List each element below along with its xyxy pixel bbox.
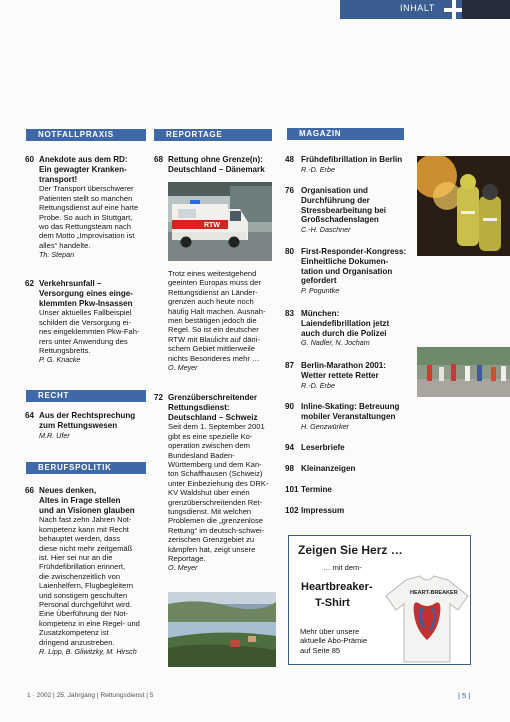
entry-text: tungsdienst. Mit welchen xyxy=(168,507,252,517)
entry-title: Verkehrsunfall – xyxy=(39,279,102,288)
entry-text: ist. Hier sei nur an die xyxy=(39,553,113,563)
entry-text: gibt es eine spezielle Ko- xyxy=(168,431,253,441)
top-bar xyxy=(340,0,510,19)
entry-title: Deutschland – Schweiz xyxy=(168,412,258,422)
entry-title: auch durch die Polizei xyxy=(301,328,387,338)
entry-68-text xyxy=(168,269,280,372)
entry-title: Stressbearbeitung bei xyxy=(301,205,387,215)
entry-text: dringend anzustreben. xyxy=(39,637,115,647)
entry-text: geeinten Europas muss der xyxy=(168,278,261,288)
tshirt-illustration xyxy=(384,574,470,664)
entry-title: transport! xyxy=(39,174,78,184)
entry-page-number: 72 xyxy=(154,393,164,402)
ad-headline: Zeigen Sie Herz … xyxy=(298,543,403,557)
heartbreaker-ad[interactable] xyxy=(288,535,471,665)
footer-issue-info: 1 · 2002 | 25. Jahrgang | Rettungsdienst | 5 xyxy=(27,692,154,699)
entry-text: und sonstigem geschulten xyxy=(39,590,128,600)
entry-title: Termine xyxy=(301,485,332,494)
entry-page-number: 102 xyxy=(285,506,299,515)
entry-text: operation zwischen dem xyxy=(168,441,250,451)
entry-title: Wetter rettete Retter xyxy=(301,370,379,380)
firefighter-illustration xyxy=(417,156,510,256)
entry-text: dem Motto „Improvisation ist xyxy=(39,231,135,241)
entry-page-number: 94 xyxy=(285,443,295,452)
entry-author: M.R. Ufer xyxy=(39,430,70,440)
ad-text-line: Mehr über unsere xyxy=(300,627,360,636)
entry-text: KV Waldshut über einen xyxy=(168,488,250,498)
entry-title: Grenzüberschreitender xyxy=(168,393,258,402)
entry-text: Nach fast zehn Jahren Not- xyxy=(39,515,132,525)
entry-author: C.-H. Daschner xyxy=(301,225,351,235)
ambulance-photo xyxy=(168,182,272,261)
entry-author: P. G. Knacke xyxy=(39,355,81,365)
entry-text: kompetenz kann mit Recht xyxy=(39,524,129,534)
entry-title: Leserbriefe xyxy=(301,443,345,452)
entry-page-number: 90 xyxy=(285,402,295,411)
entry-title: mobiler Veranstaltungen xyxy=(301,411,396,421)
entry-text: zerischen Grenzgebiet zu xyxy=(168,535,255,545)
ambulance-illustration xyxy=(168,182,272,261)
entry-text: die zwischenzeitlich von xyxy=(39,571,121,581)
entry-title: First-Responder-Kongress: xyxy=(301,247,407,256)
entry-text: Problemen die „grenzenlose xyxy=(168,516,263,526)
entry-text: Reportage. xyxy=(168,554,206,564)
entry-text: Rettungsbretts. xyxy=(39,346,91,356)
entry-text: Laienhelfern, Flugbegleitern xyxy=(39,581,134,591)
entry-title: München: xyxy=(301,309,340,318)
entry-text: diese nicht mehr zeitgemäß xyxy=(39,543,133,553)
entry-author: R.-D. Erbe xyxy=(301,164,335,174)
entry-author: O. Meyer xyxy=(168,563,198,573)
entry-title: und an Visionen glauben xyxy=(39,505,135,515)
entry-title: Anekdote aus dem RD: xyxy=(39,155,128,164)
entry-text: nes eingeklemmten Pkw-Fah- xyxy=(39,327,140,337)
shirt-print: HEART-BREAKER xyxy=(410,590,458,596)
entry-page-number: 76 xyxy=(285,186,295,195)
entry-author: P. Poguntke xyxy=(301,286,340,296)
ambulance-text: RTW xyxy=(204,222,220,229)
entry-page-number: 87 xyxy=(285,361,295,370)
entry-text: Rettungsdienst auf eine harte xyxy=(39,203,139,213)
entry-author: O. Meyer xyxy=(168,363,198,373)
entry-text: schildert die Versorgung ei- xyxy=(39,317,132,327)
entry-title: Inline-Skating: Betreuung xyxy=(301,402,400,411)
plus-icon xyxy=(444,0,464,19)
entry-page-number: 101 xyxy=(285,485,299,494)
ad-text xyxy=(300,627,390,655)
entry-title: Kleinanzeigen xyxy=(301,464,356,473)
entry-text: men bestätigen jedoch die xyxy=(168,316,257,326)
entry-title: Rettungsdienst: xyxy=(168,402,230,412)
entry-text: Regel. So ist ein deutscher xyxy=(168,325,259,335)
firefighter-photo xyxy=(417,156,510,256)
entry-page-number: 66 xyxy=(25,486,35,495)
header-berufspolitik: BERUFSPOLITIK xyxy=(26,462,146,474)
marathon-illustration xyxy=(417,347,510,397)
entry-title: Neues denken, xyxy=(39,486,97,495)
ad-text-line: aktuelle Abo-Prämie xyxy=(300,636,368,646)
entry-page-number: 62 xyxy=(25,279,35,288)
entry-author: Th. Stepan xyxy=(39,250,75,260)
entry-text: Rettungsdienst an Länder- xyxy=(168,287,258,297)
entry-text: Trotz eines weitestgehend xyxy=(168,269,257,278)
entry-title: Versorgung eines einge- xyxy=(39,288,134,298)
entry-page-number: 83 xyxy=(285,309,295,318)
entry-text: rers unter Anwendung des xyxy=(39,336,128,346)
entry-page-number: 68 xyxy=(154,155,164,164)
entry-text: Frühdefibrillation erinnert, xyxy=(39,562,126,572)
entry-title: Berlin-Marathon 2001: xyxy=(301,361,387,370)
entry-title: Impressum xyxy=(301,506,345,515)
entry-text: Probe. So auch in Stuttgart, xyxy=(39,212,133,222)
entry-text: Der Transport überschwerer xyxy=(39,184,134,194)
entry-author: R.-D. Erbe xyxy=(301,380,335,390)
ad-product-name: T-Shirt xyxy=(315,597,350,609)
entry-title: Laiendefibrillation jetzt xyxy=(301,318,390,328)
entry-title: Deutschland – Dänemark xyxy=(168,164,265,174)
entry-text: Rettung“ im deutsch-schwei- xyxy=(168,525,265,535)
entry-title: zum Rettungswesen xyxy=(39,420,118,430)
entry-title: gefordert xyxy=(301,276,337,286)
entry-title: Großschadenslagen xyxy=(301,215,379,225)
marathon-photo xyxy=(417,347,510,397)
entry-text: alles“ handelte. xyxy=(39,240,91,250)
entry-title: Organisation und xyxy=(301,186,368,195)
entry-text: kompetenz in eine Regel- und xyxy=(39,618,140,628)
entry-page-number: 64 xyxy=(25,411,35,420)
entry-text: wo das Rettungsteam nach xyxy=(39,222,132,232)
entry-page-number: 98 xyxy=(285,464,295,473)
entry-text: Bundesland Baden- xyxy=(168,450,235,460)
entry-text: Unser aktuelles Fallbeispiel xyxy=(39,308,132,318)
page-number: | 5 | xyxy=(458,691,471,700)
entry-text: ton Schaffhausen (Schweiz) xyxy=(168,469,263,479)
entry-title: Durchführung der xyxy=(301,195,370,205)
entry-author: R. Lipp, B. Gliwitzky, M. Hirsch xyxy=(39,647,137,657)
entry-text: Patienten stellt so manchen xyxy=(39,193,133,203)
entry-author: H. Genzwürker xyxy=(301,421,349,431)
entry-text: häufig Halt machen. Ausnah- xyxy=(168,306,266,316)
section-label: INHALT xyxy=(400,3,435,13)
ad-text-line: auf Seite 85 xyxy=(300,645,341,655)
header-reportage: REPORTAGE xyxy=(154,129,272,141)
entry-text: grenzüberschreitenden Ret- xyxy=(168,497,263,507)
entry-title: Rettung ohne Grenze(n): xyxy=(168,155,263,164)
entry-title: klemmten Pkw-Insassen xyxy=(39,298,133,308)
entry-title: Einheitliche Dokumen- xyxy=(301,256,389,266)
entry-text: nichts Besonderes mehr … xyxy=(168,353,260,363)
entry-page-number: 80 xyxy=(285,247,295,256)
header-magazin: MAGAZIN xyxy=(287,128,404,140)
landscape-photo xyxy=(168,592,276,667)
ad-subline: … mit dem- xyxy=(323,563,362,572)
entry-page-number: 60 xyxy=(25,155,35,164)
landscape-illustration xyxy=(168,592,276,667)
ad-product-name: Heartbreaker- xyxy=(301,581,373,593)
header-notfallpraxis: NOTFALLPRAXIS xyxy=(26,129,146,141)
entry-text: behauptet werden, dass xyxy=(39,534,121,544)
entry-text: Zusatzkompetenz ist xyxy=(39,628,109,638)
entry-author: G. Nadler, N. Jocham xyxy=(301,338,370,348)
entry-text: Personal durchgeführt wird. xyxy=(39,600,132,610)
entry-text: Württemberg und dem Kan- xyxy=(168,460,262,470)
entry-title: Aus der Rechtsprechung xyxy=(39,411,136,420)
entry-text: schem Gebiet mittlerweile xyxy=(168,344,255,354)
entry-text: Seit dem 1. September 2001 xyxy=(168,422,265,432)
top-bar-accent xyxy=(462,0,510,19)
entry-title: Altes in Frage stellen xyxy=(39,495,121,505)
entry-page-number: 48 xyxy=(285,155,295,164)
entry-text: RTW mit Blaulicht auf däni- xyxy=(168,334,260,344)
header-recht: RECHT xyxy=(26,390,146,402)
entry-text: grenzen auch heute noch xyxy=(168,297,254,307)
entry-title: Frühdefibrillation in Berlin xyxy=(301,155,403,164)
entry-title: tation und Organisation xyxy=(301,266,393,276)
entry-title: Ein gewagter Kranken- xyxy=(39,164,127,174)
entry-text: kämpfen hat, zeigt unsere xyxy=(168,544,256,554)
entry-text: unter Einbeziehung des DRK- xyxy=(168,478,269,488)
entry-text: Eine Überführung der Not- xyxy=(39,609,129,619)
